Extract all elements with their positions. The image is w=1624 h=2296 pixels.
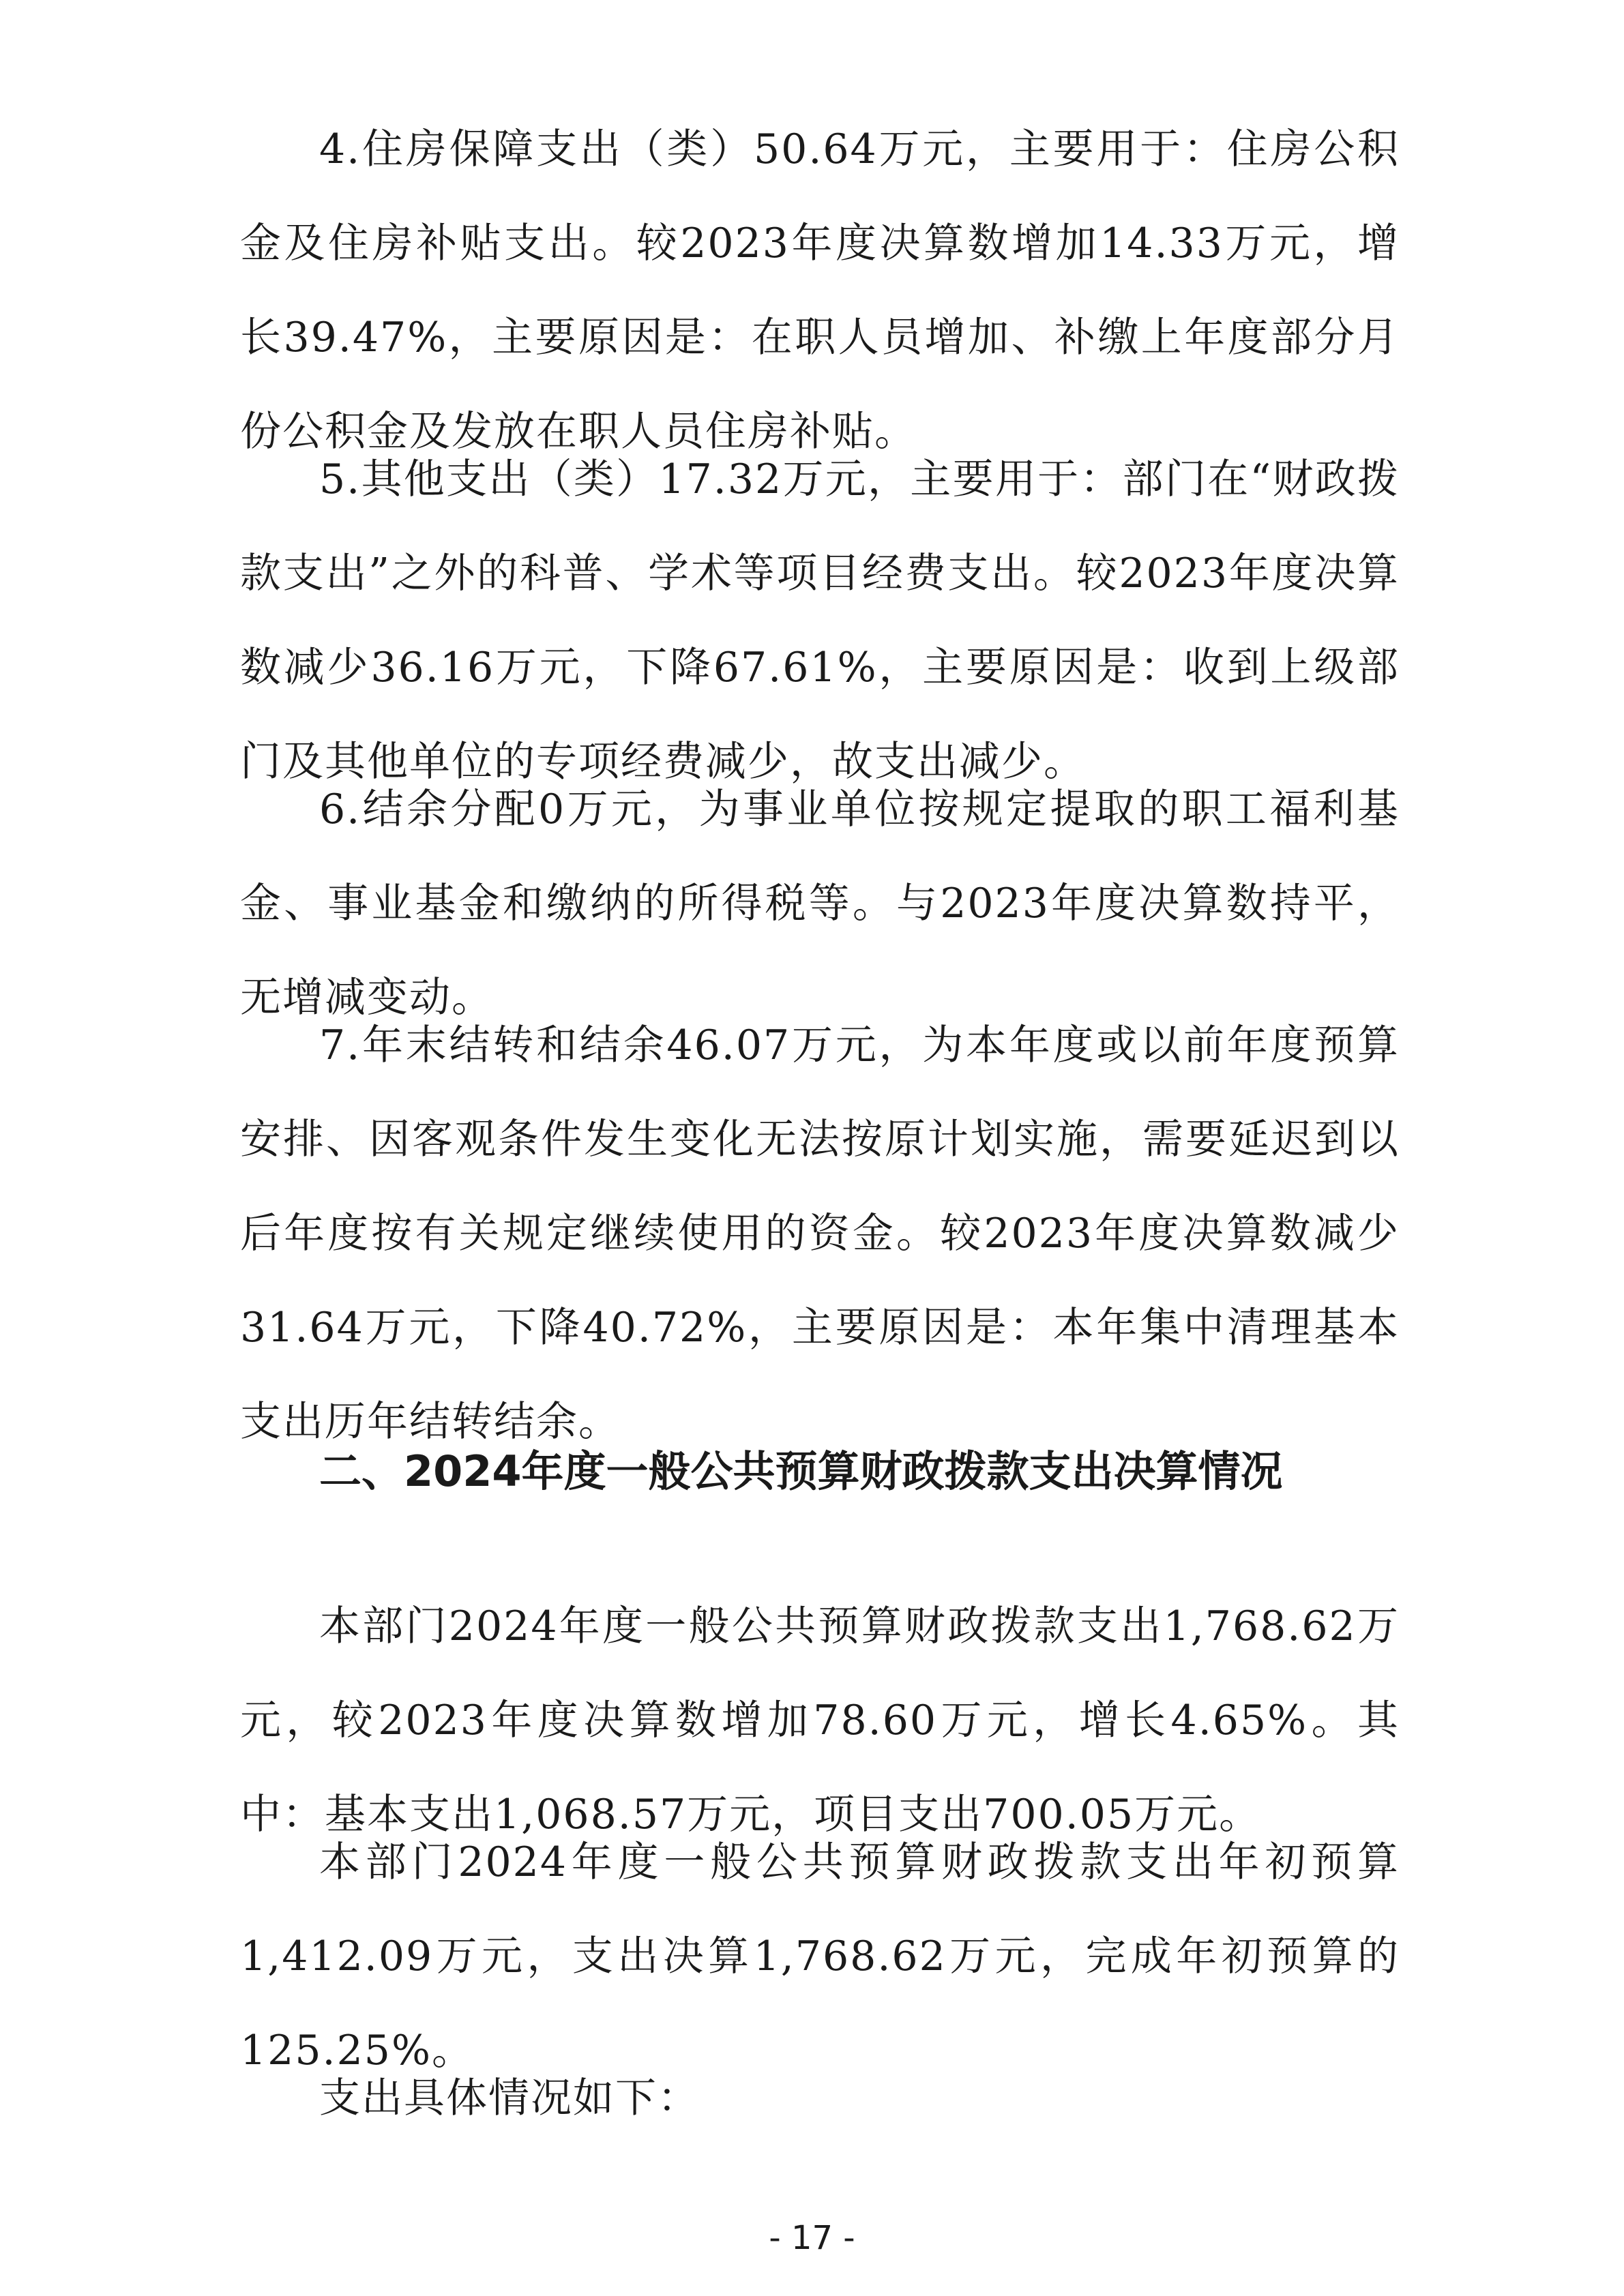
page-number: - 17 -	[769, 2219, 855, 2257]
paragraph-other-expenditure: 5.其他支出（类）17.32万元，主要用于：部门在“财政拨款支出”之外的科普、学术等项目经费支出。较2023年度决算数减少36.16万元，下降67.61%，主要原因是：收到上级部门及其他单位的专项经费减少，故支出减少。	[240, 456, 1400, 786]
section-heading: 二、2024年度一般公共预算财政拨款支出决算情况	[319, 1446, 1283, 1496]
paragraph-budget-completion: 本部门2024年度一般公共预算财政拨款支出年初预算1,412.09万元，支出决算1,768.62万元，完成年初预算的125.25%。	[240, 1838, 1400, 2074]
paragraph-surplus-distribution: 6.结余分配0万元，为事业单位按规定提取的职工福利基金、事业基金和缴纳的所得税等。与2023年度决算数持平，无增减变动。	[240, 786, 1400, 1022]
paragraph-expenditure-details-intro: 支出具体情况如下：	[319, 2074, 700, 2122]
paragraph-year-end-balance: 7.年末结转和结余46.07万元，为本年度或以前年度预算安排、因客观条件发生变化无法按原计划实施，需要延迟到以后年度按有关规定继续使用的资金。较2023年度决算数减少31.64万元，下降40.72%，主要原因是：本年集中清理基本支出历年结转结余。	[240, 1022, 1400, 1446]
paragraph-housing-expenditure: 4.住房保障支出（类）50.64万元，主要用于：住房公积金及住房补贴支出。较2023年度决算数增加14.33万元，增长39.47%，主要原因是：在职人员增加、补缴上年度部分月份公积金及发放在职人员住房补贴。	[240, 125, 1400, 456]
paragraph-general-budget-expenditure: 本部门2024年度一般公共预算财政拨款支出1,768.62万元，较2023年度决算数增加78.60万元，增长4.65%。其中：基本支出1,068.57万元，项目支出700.05万元。	[240, 1602, 1400, 1838]
